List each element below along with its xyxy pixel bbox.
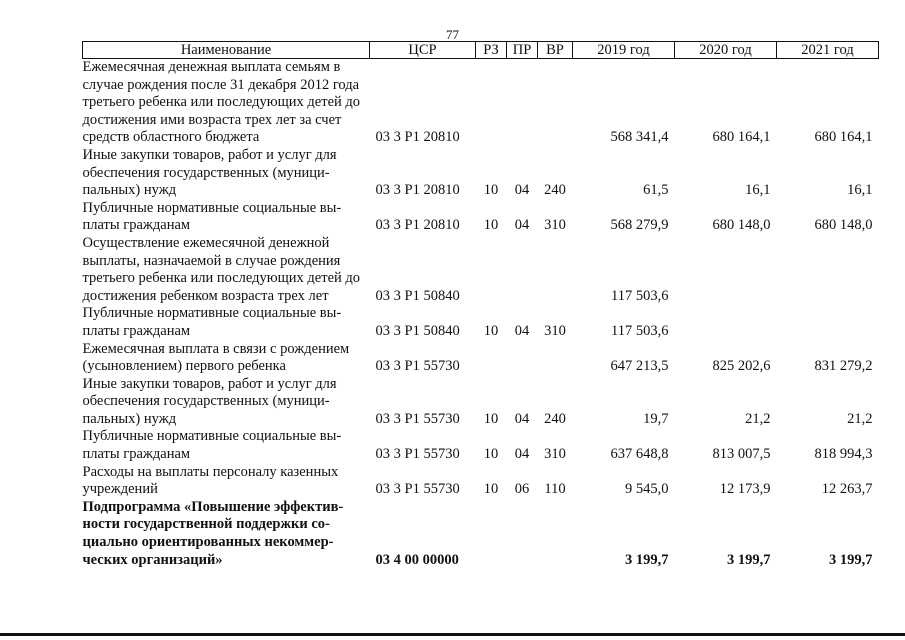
row-2019: 117 503,6 — [611, 287, 669, 304]
row-2020: 16,1 — [745, 182, 771, 199]
row-name: Иные закупки товаров, работ и услуг для обеспечения государственных (муници-пальных) нужд — [82, 146, 337, 199]
table-header-row — [83, 42, 879, 59]
row-2021 — [777, 235, 879, 305]
row-2021: 680 148,0 — [814, 217, 873, 234]
row-csr: 03 3 P1 20810 — [375, 217, 460, 234]
row-rz: 10 — [483, 182, 499, 199]
row-vr: 240 — [544, 410, 566, 427]
row-2021: 3 199,7 — [829, 551, 873, 568]
row-name: Публичные нормативные социальные вы-платы гражданам — [82, 199, 342, 234]
row-2021: 21,2 — [847, 410, 873, 427]
header-2019: 2019 год — [573, 42, 675, 59]
row-2020: 680 148,0 — [712, 217, 771, 234]
row-pr — [507, 499, 538, 569]
row-name: Ежемесячная денежная выплата семьям в случае рождения после 31 декабря 2012 года третьего ребенка или последующих детей до достижения ими возраста трех лет за счет средств областного бюджета — [82, 59, 361, 146]
row-vr: 310 — [544, 217, 566, 234]
row-rz: 10 — [483, 481, 499, 498]
row-2020: 825 202,6 — [712, 358, 771, 375]
row-name: Подпрограмма «Повышение эффектив-ности государственной поддержки со-циально ориентированных некоммер-ческих организаций» — [82, 498, 344, 568]
row-2019: 19,7 — [643, 410, 669, 427]
row-pr: 04 — [514, 182, 530, 199]
row-rz: 10 — [483, 446, 499, 463]
row-2020 — [675, 235, 777, 305]
page-number: 77 — [446, 27, 459, 42]
row-csr: 03 3 P1 55730 — [375, 358, 460, 375]
row-pr: 04 — [514, 322, 530, 339]
row-vr: 310 — [544, 322, 566, 339]
table-row — [83, 235, 879, 305]
row-2021: 831 279,2 — [814, 358, 873, 375]
row-pr: 04 — [514, 217, 530, 234]
table-row — [83, 200, 879, 235]
row-csr: 03 3 P1 55730 — [375, 481, 460, 498]
header-name: Наименование — [83, 42, 370, 59]
row-2020: 12 173,9 — [719, 481, 771, 498]
row-vr — [538, 59, 573, 147]
row-rz — [476, 59, 507, 147]
table-row — [83, 59, 879, 147]
table-row — [83, 376, 879, 429]
row-csr: 03 4 00 00000 — [375, 551, 459, 568]
row-vr: 110 — [544, 481, 566, 498]
row-name: Иные закупки товаров, работ и услуг для обеспечения государственных (муници-пальных) нужд — [82, 375, 337, 427]
row-2019: 647 213,5 — [610, 358, 669, 375]
row-name: Расходы на выплаты персоналу казенных учреждений — [82, 463, 339, 498]
row-rz: 10 — [483, 410, 499, 427]
row-2019: 61,5 — [643, 182, 669, 199]
row-name: Осуществление ежемесячной денежной выплаты, назначаемой в случае рождения третьего ребенка или последующих детей до достижения ребенком возраста трех лет — [82, 234, 361, 304]
table-body — [83, 59, 879, 570]
row-2019: 568 341,4 — [610, 129, 669, 146]
table-row — [83, 464, 879, 499]
header-pr: ПР — [507, 42, 538, 59]
table-row — [83, 499, 879, 569]
row-2019: 117 503,6 — [611, 322, 669, 339]
row-vr — [538, 235, 573, 305]
row-csr: 03 3 P1 50840 — [375, 287, 460, 304]
row-csr: 03 3 P1 50840 — [375, 322, 460, 339]
row-pr: 04 — [514, 446, 530, 463]
header-rz: РЗ — [476, 42, 507, 59]
row-2019: 9 545,0 — [625, 481, 669, 498]
row-pr: 06 — [514, 481, 530, 498]
table-row — [83, 341, 879, 376]
header-csr: ЦСР — [370, 42, 476, 59]
row-2021: 16,1 — [847, 182, 873, 199]
row-2021 — [777, 305, 879, 340]
row-2019: 3 199,7 — [625, 551, 669, 568]
row-2020: 21,2 — [745, 410, 771, 427]
row-pr — [507, 235, 538, 305]
row-name: Публичные нормативные социальные вы-платы гражданам — [82, 305, 342, 339]
row-pr: 04 — [514, 410, 530, 427]
row-csr: 03 3 P1 55730 — [375, 410, 460, 427]
row-2020 — [675, 305, 777, 340]
table-row — [83, 428, 879, 463]
row-rz — [476, 499, 507, 569]
row-csr: 03 3 P1 55730 — [375, 446, 460, 463]
page-bottom-border — [0, 633, 905, 636]
row-vr: 310 — [544, 446, 566, 463]
row-rz — [476, 235, 507, 305]
row-2021: 818 994,3 — [814, 446, 873, 463]
header-vr: ВР — [538, 42, 573, 59]
row-name: Публичные нормативные социальные вы-платы гражданам — [82, 428, 342, 463]
row-2020: 3 199,7 — [727, 551, 771, 568]
row-2020: 680 164,1 — [712, 129, 771, 146]
row-2021: 12 263,7 — [821, 481, 873, 498]
row-2019: 568 279,9 — [610, 217, 669, 234]
row-vr — [538, 341, 573, 376]
row-rz: 10 — [483, 217, 499, 234]
row-csr: 03 3 P1 20810 — [375, 129, 460, 146]
table-row — [83, 305, 879, 340]
budget-table — [82, 41, 879, 569]
header-2020: 2020 год — [675, 42, 777, 59]
row-2021: 680 164,1 — [814, 129, 873, 146]
row-pr — [507, 341, 538, 376]
header-2021: 2021 год — [777, 42, 879, 59]
row-2020: 813 007,5 — [712, 446, 771, 463]
table-row — [83, 147, 879, 200]
row-vr — [538, 499, 573, 569]
row-rz: 10 — [483, 322, 499, 339]
row-rz — [476, 341, 507, 376]
row-name: Ежемесячная выплата в связи с рождением (усыновлением) первого ребенка — [82, 340, 350, 375]
row-csr: 03 3 P1 20810 — [375, 182, 460, 199]
row-2019: 637 648,8 — [610, 446, 669, 463]
row-vr: 240 — [544, 182, 566, 199]
row-pr — [507, 59, 538, 147]
